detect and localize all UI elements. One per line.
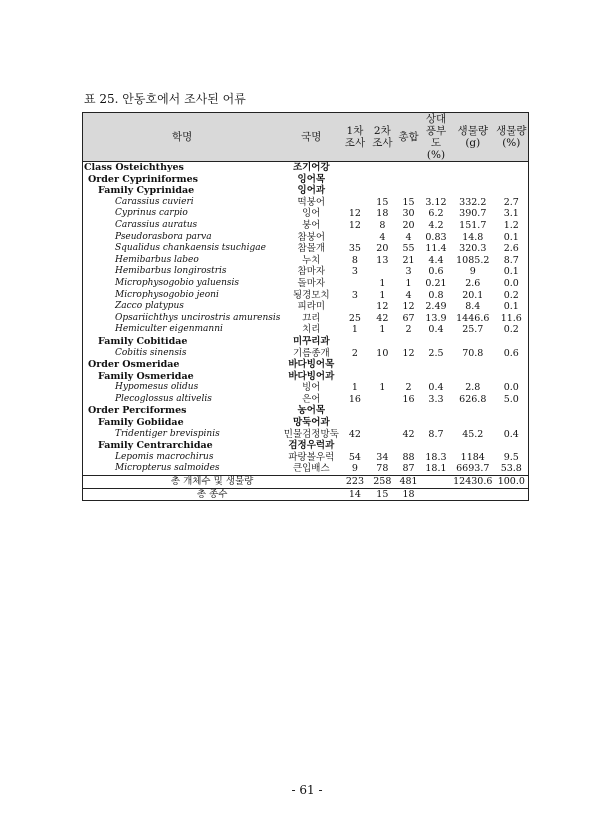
species-row	[83, 266, 529, 278]
biomass-percent: 1.2	[495, 220, 529, 232]
korean-name: 치리	[302, 324, 321, 336]
empty-cell	[421, 336, 451, 348]
empty-cell	[341, 440, 368, 452]
relative-abundance: 8.7	[428, 428, 444, 440]
total-count: 67	[402, 312, 415, 324]
header-scientific-name: 학명	[83, 113, 282, 162]
scientific-name: Microphysogobio jeoni	[83, 290, 282, 302]
header-biomass: 생물량 (g)	[451, 113, 495, 162]
survey-2-count: 4	[379, 231, 386, 243]
species-count-row	[83, 488, 529, 501]
scientific-name: Hemiculter eigenmanni	[83, 324, 282, 336]
korean-name: 잉어	[302, 208, 321, 220]
empty-cell	[421, 174, 451, 186]
empty-cell	[341, 405, 368, 417]
species-count-total: 18	[396, 488, 421, 501]
survey-2-count	[369, 394, 396, 406]
total-count: 20	[402, 219, 415, 231]
relative-abundance: 11.4	[425, 243, 447, 255]
survey-1-count	[341, 232, 368, 244]
survey-1-count: 9	[351, 463, 358, 475]
empty-cell	[341, 371, 368, 383]
family-label: Family Centrarchidae	[83, 440, 282, 452]
family-label: Family Cyprinidae	[83, 185, 282, 197]
empty-cell	[341, 162, 368, 174]
korean-name: 빙어	[302, 382, 321, 394]
empty-cell	[495, 336, 529, 348]
order-korean-name: 농어목	[297, 405, 326, 417]
scientific-name: Plecoglossus altivelis	[83, 394, 282, 406]
biomass-percent: 2.6	[495, 243, 529, 255]
empty-cell	[495, 371, 529, 383]
empty-cell	[396, 185, 421, 197]
survey-1-count: 16	[348, 393, 361, 405]
survey-2-count: 34	[376, 451, 389, 463]
korean-name: 민물검정망둑	[283, 428, 339, 440]
header-row	[83, 113, 529, 162]
survey-2-count: 78	[376, 463, 389, 475]
scientific-name: Pseudorasbora parva	[83, 232, 282, 244]
biomass-percent: 53.8	[495, 463, 529, 475]
empty-cell	[396, 440, 421, 452]
relative-abundance: 13.9	[425, 312, 447, 324]
empty-cell	[341, 174, 368, 186]
order-label: Order Cypriniformes	[83, 174, 282, 186]
korean-name: 됭경모치	[292, 289, 330, 301]
korean-name: 참몰개	[297, 243, 326, 255]
empty-cell	[396, 336, 421, 348]
relative-abundance: 0.6	[428, 266, 444, 278]
survey-1-count: 1	[351, 324, 358, 336]
order-korean-name: 잉어목	[297, 173, 326, 185]
species-row	[83, 463, 529, 475]
survey-1-count: 12	[348, 219, 361, 231]
species-row	[83, 324, 529, 336]
empty-cell	[369, 440, 396, 452]
empty-cell	[451, 405, 495, 417]
empty-cell	[396, 405, 421, 417]
empty-cell	[451, 440, 495, 452]
order-label: Order Osmeridae	[83, 359, 282, 371]
species-row	[83, 197, 529, 209]
empty-cell	[495, 440, 529, 452]
korean-name: 붕어	[302, 219, 321, 231]
empty-cell	[451, 185, 495, 197]
survey-2-count: 15	[376, 196, 389, 208]
empty-cell	[396, 174, 421, 186]
header-survey-1: 1차 조사	[341, 113, 368, 162]
biomass: 45.2	[462, 428, 484, 440]
empty-cell	[451, 488, 495, 501]
relative-abundance: 4.2	[428, 219, 444, 231]
family-row	[83, 371, 529, 383]
species-count-survey-2: 15	[369, 488, 396, 501]
empty-cell	[495, 359, 529, 371]
family-row	[83, 417, 529, 429]
korean-name: 파랑볼우럭	[288, 451, 335, 463]
total-count: 4	[405, 289, 412, 301]
survey-1-count: 35	[348, 243, 361, 255]
korean-name: 기름종개	[292, 347, 330, 359]
order-row	[83, 405, 529, 417]
total-count: 4	[405, 231, 412, 243]
biomass: 1184	[460, 451, 485, 463]
order-korean-name: 바다빙어목	[288, 359, 335, 371]
survey-1-count: 12	[348, 208, 361, 220]
total-count: 88	[402, 451, 415, 463]
biomass-percent: 11.6	[495, 313, 529, 325]
species-row	[83, 208, 529, 220]
relative-abundance: 3.3	[428, 393, 444, 405]
family-korean-name: 망둑어과	[292, 417, 330, 429]
biomass-percent: 8.7	[495, 255, 529, 267]
empty-cell	[495, 405, 529, 417]
class-korean-name: 조기어강	[292, 162, 330, 173]
biomass: 390.7	[459, 208, 487, 220]
scientific-name: Carassius auratus	[83, 220, 282, 232]
relative-abundance: 6.2	[428, 208, 444, 220]
species-row	[83, 220, 529, 232]
empty-cell	[369, 359, 396, 371]
survey-2-count: 42	[376, 312, 389, 324]
species-row	[83, 382, 529, 394]
header-survey-2: 2차 조사	[369, 113, 396, 162]
species-row	[83, 348, 529, 360]
family-korean-name: 잉어과	[297, 185, 326, 197]
survey-2-count: 8	[379, 219, 386, 231]
empty-cell	[341, 336, 368, 348]
total-count: 3	[405, 266, 412, 278]
empty-cell	[396, 162, 421, 174]
species-row	[83, 255, 529, 267]
relative-abundance: 4.4	[428, 254, 444, 266]
totals-survey-2: 258	[369, 476, 396, 489]
relative-abundance: 0.83	[425, 231, 447, 243]
survey-2-count: 12	[376, 301, 389, 313]
korean-name: 은어	[302, 393, 321, 405]
survey-1-count	[341, 301, 368, 313]
empty-cell	[421, 185, 451, 197]
korean-name: 끄리	[302, 312, 321, 324]
total-count: 55	[402, 243, 415, 255]
scientific-name: Micropterus salmoides	[83, 463, 282, 475]
survey-1-count: 3	[351, 289, 358, 301]
survey-2-count: 1	[379, 324, 386, 336]
biomass-percent: 9.5	[495, 452, 529, 464]
species-row	[83, 394, 529, 406]
empty-cell	[396, 371, 421, 383]
species-row	[83, 243, 529, 255]
scientific-name: Hemibarbus longirostris	[83, 266, 282, 278]
relative-abundance: 3.12	[425, 196, 447, 208]
survey-1-count: 3	[351, 266, 358, 278]
species-row	[83, 452, 529, 464]
order-row	[83, 174, 529, 186]
empty-cell	[341, 359, 368, 371]
empty-cell	[396, 417, 421, 429]
scientific-name: Hemibarbus labeo	[83, 255, 282, 267]
relative-abundance: 0.4	[428, 382, 444, 394]
survey-1-count: 54	[348, 451, 361, 463]
empty-cell	[369, 185, 396, 197]
empty-cell	[495, 174, 529, 186]
header-total: 총합	[396, 113, 421, 162]
species-row	[83, 301, 529, 313]
total-count: 2	[405, 324, 412, 336]
biomass: 9	[469, 266, 476, 278]
empty-cell	[421, 371, 451, 383]
empty-cell	[495, 488, 529, 501]
survey-2-count: 1	[379, 277, 386, 289]
class-row	[83, 162, 529, 174]
empty-cell	[369, 174, 396, 186]
scientific-name: Zacco platypus	[83, 301, 282, 313]
empty-cell	[495, 162, 529, 174]
empty-cell	[421, 405, 451, 417]
empty-cell	[451, 371, 495, 383]
relative-abundance: 0.4	[428, 324, 444, 336]
scientific-name: Opsariichthys uncirostris amurensis	[83, 313, 282, 325]
korean-name: 참마자	[297, 266, 326, 278]
biomass: 2.6	[465, 277, 481, 289]
relative-abundance: 18.1	[425, 463, 447, 475]
species-count-label: 총 종수	[83, 488, 342, 501]
total-count: 16	[402, 393, 415, 405]
total-count: 2	[405, 382, 412, 394]
table-caption: 표 25. 안동호에서 조사된 어류	[84, 92, 246, 106]
biomass-percent: 2.7	[495, 197, 529, 209]
survey-2-count: 20	[376, 243, 389, 255]
species-row	[83, 313, 529, 325]
total-count: 30	[402, 208, 415, 220]
empty-cell	[421, 440, 451, 452]
survey-2-count: 18	[376, 208, 389, 220]
biomass-percent: 0.0	[495, 278, 529, 290]
empty-cell	[451, 336, 495, 348]
header-biomass-percent: 생물량 (%)	[495, 113, 529, 162]
totals-label: 총 개체수 및 생물량	[83, 476, 342, 489]
total-count: 12	[402, 347, 415, 359]
korean-name: 참붕어	[297, 231, 326, 243]
survey-1-count: 8	[351, 254, 358, 266]
korean-name: 누치	[302, 254, 321, 266]
totals-survey-1: 223	[341, 476, 368, 489]
empty-cell	[451, 417, 495, 429]
total-count: 87	[402, 463, 415, 475]
family-row	[83, 185, 529, 197]
total-count: 1	[405, 277, 412, 289]
species-row	[83, 290, 529, 302]
survey-2-count: 1	[379, 382, 386, 394]
empty-cell	[341, 417, 368, 429]
family-korean-name: 미꾸리과	[292, 335, 330, 347]
survey-2-count	[369, 429, 396, 441]
relative-abundance: 0.21	[425, 277, 447, 289]
biomass: 8.4	[465, 301, 481, 313]
biomass-percent: 3.1	[495, 208, 529, 220]
biomass: 320.3	[459, 243, 487, 255]
biomass-percent: 0.1	[495, 301, 529, 313]
biomass-percent: 0.2	[495, 324, 529, 336]
total-count: 42	[402, 428, 415, 440]
scientific-name: Cobitis sinensis	[83, 348, 282, 360]
totals-relative-abundance	[421, 476, 451, 489]
table-body	[83, 162, 529, 501]
scientific-name: Microphysogobio yaluensis	[83, 278, 282, 290]
biomass-percent: 5.0	[495, 394, 529, 406]
order-row	[83, 359, 529, 371]
scientific-name: Cyprinus carpio	[83, 208, 282, 220]
survey-2-count: 13	[376, 254, 389, 266]
relative-abundance: 2.5	[428, 347, 444, 359]
survey-2-count	[369, 266, 396, 278]
korean-name: 돌마자	[297, 277, 326, 289]
biomass: 70.8	[462, 347, 484, 359]
empty-cell	[396, 359, 421, 371]
relative-abundance: 2.49	[425, 301, 447, 313]
empty-cell	[421, 162, 451, 174]
biomass-percent: 0.4	[495, 429, 529, 441]
empty-cell	[369, 405, 396, 417]
korean-name: 피라미	[297, 301, 326, 313]
species-count-survey-1: 14	[341, 488, 368, 501]
biomass: 332.2	[459, 196, 487, 208]
korean-name: 큰입배스	[292, 463, 330, 475]
family-label: Family Cobitidae	[83, 336, 282, 348]
empty-cell	[369, 417, 396, 429]
scientific-name: Hypomesus olidus	[83, 382, 282, 394]
biomass: 20.1	[462, 289, 484, 301]
species-row	[83, 278, 529, 290]
species-row	[83, 232, 529, 244]
totals-biomass-percent: 100.0	[495, 476, 529, 489]
survey-1-count: 42	[348, 428, 361, 440]
biomass: 6693.7	[456, 463, 490, 475]
survey-1-count	[341, 197, 368, 209]
family-korean-name: 검정우럭과	[288, 440, 335, 452]
header-relative-abundance: 상대 풍부도 (%)	[421, 113, 451, 162]
page-number: - 61 -	[291, 783, 323, 797]
biomass: 25.7	[462, 324, 484, 336]
family-label: Family Osmeridae	[83, 371, 282, 383]
empty-cell	[421, 359, 451, 371]
biomass-percent: 0.1	[495, 266, 529, 278]
empty-cell	[421, 417, 451, 429]
survey-2-count: 10	[376, 347, 389, 359]
total-count: 12	[402, 301, 415, 313]
biomass: 1085.2	[456, 254, 490, 266]
biomass: 151.7	[459, 219, 487, 231]
header-korean-name: 국명	[281, 113, 341, 162]
survey-1-count: 1	[351, 382, 358, 394]
species-row	[83, 429, 529, 441]
family-korean-name: 바다빙어과	[288, 370, 335, 382]
empty-cell	[369, 162, 396, 174]
survey-1-count: 25	[348, 312, 361, 324]
survey-2-count: 1	[379, 289, 386, 301]
biomass: 2.8	[465, 382, 481, 394]
relative-abundance: 18.3	[425, 451, 447, 463]
family-row	[83, 336, 529, 348]
empty-cell	[451, 359, 495, 371]
biomass-percent: 0.2	[495, 290, 529, 302]
class-label: Class Osteichthyes	[83, 162, 282, 174]
empty-cell	[369, 336, 396, 348]
empty-cell	[495, 417, 529, 429]
biomass: 1446.6	[456, 312, 490, 324]
empty-cell	[451, 174, 495, 186]
totals-total: 481	[396, 476, 421, 489]
empty-cell	[495, 185, 529, 197]
family-row	[83, 440, 529, 452]
survey-1-count: 2	[351, 347, 358, 359]
biomass-percent: 0.0	[495, 382, 529, 394]
total-count: 21	[402, 254, 415, 266]
scientific-name: Carassius cuvieri	[83, 197, 282, 209]
empty-cell	[451, 162, 495, 174]
order-label: Order Perciformes	[83, 405, 282, 417]
empty-cell	[341, 185, 368, 197]
biomass-percent: 0.1	[495, 232, 529, 244]
fish-species-table	[82, 112, 529, 501]
total-count: 15	[402, 196, 415, 208]
biomass: 626.8	[459, 393, 487, 405]
scientific-name: Lepomis macrochirus	[83, 452, 282, 464]
biomass-percent: 0.6	[495, 348, 529, 360]
scientific-name: Squalidus chankaensis tsuchigae	[83, 243, 282, 255]
empty-cell	[421, 488, 451, 501]
relative-abundance: 0.8	[428, 289, 444, 301]
korean-name: 떡붕어	[297, 196, 326, 208]
empty-cell	[369, 371, 396, 383]
survey-1-count	[341, 278, 368, 290]
biomass: 14.8	[462, 231, 484, 243]
scientific-name: Tridentiger brevispinis	[83, 429, 282, 441]
family-label: Family Gobiidae	[83, 417, 282, 429]
totals-biomass: 12430.6	[451, 476, 495, 489]
totals-row	[83, 476, 529, 489]
